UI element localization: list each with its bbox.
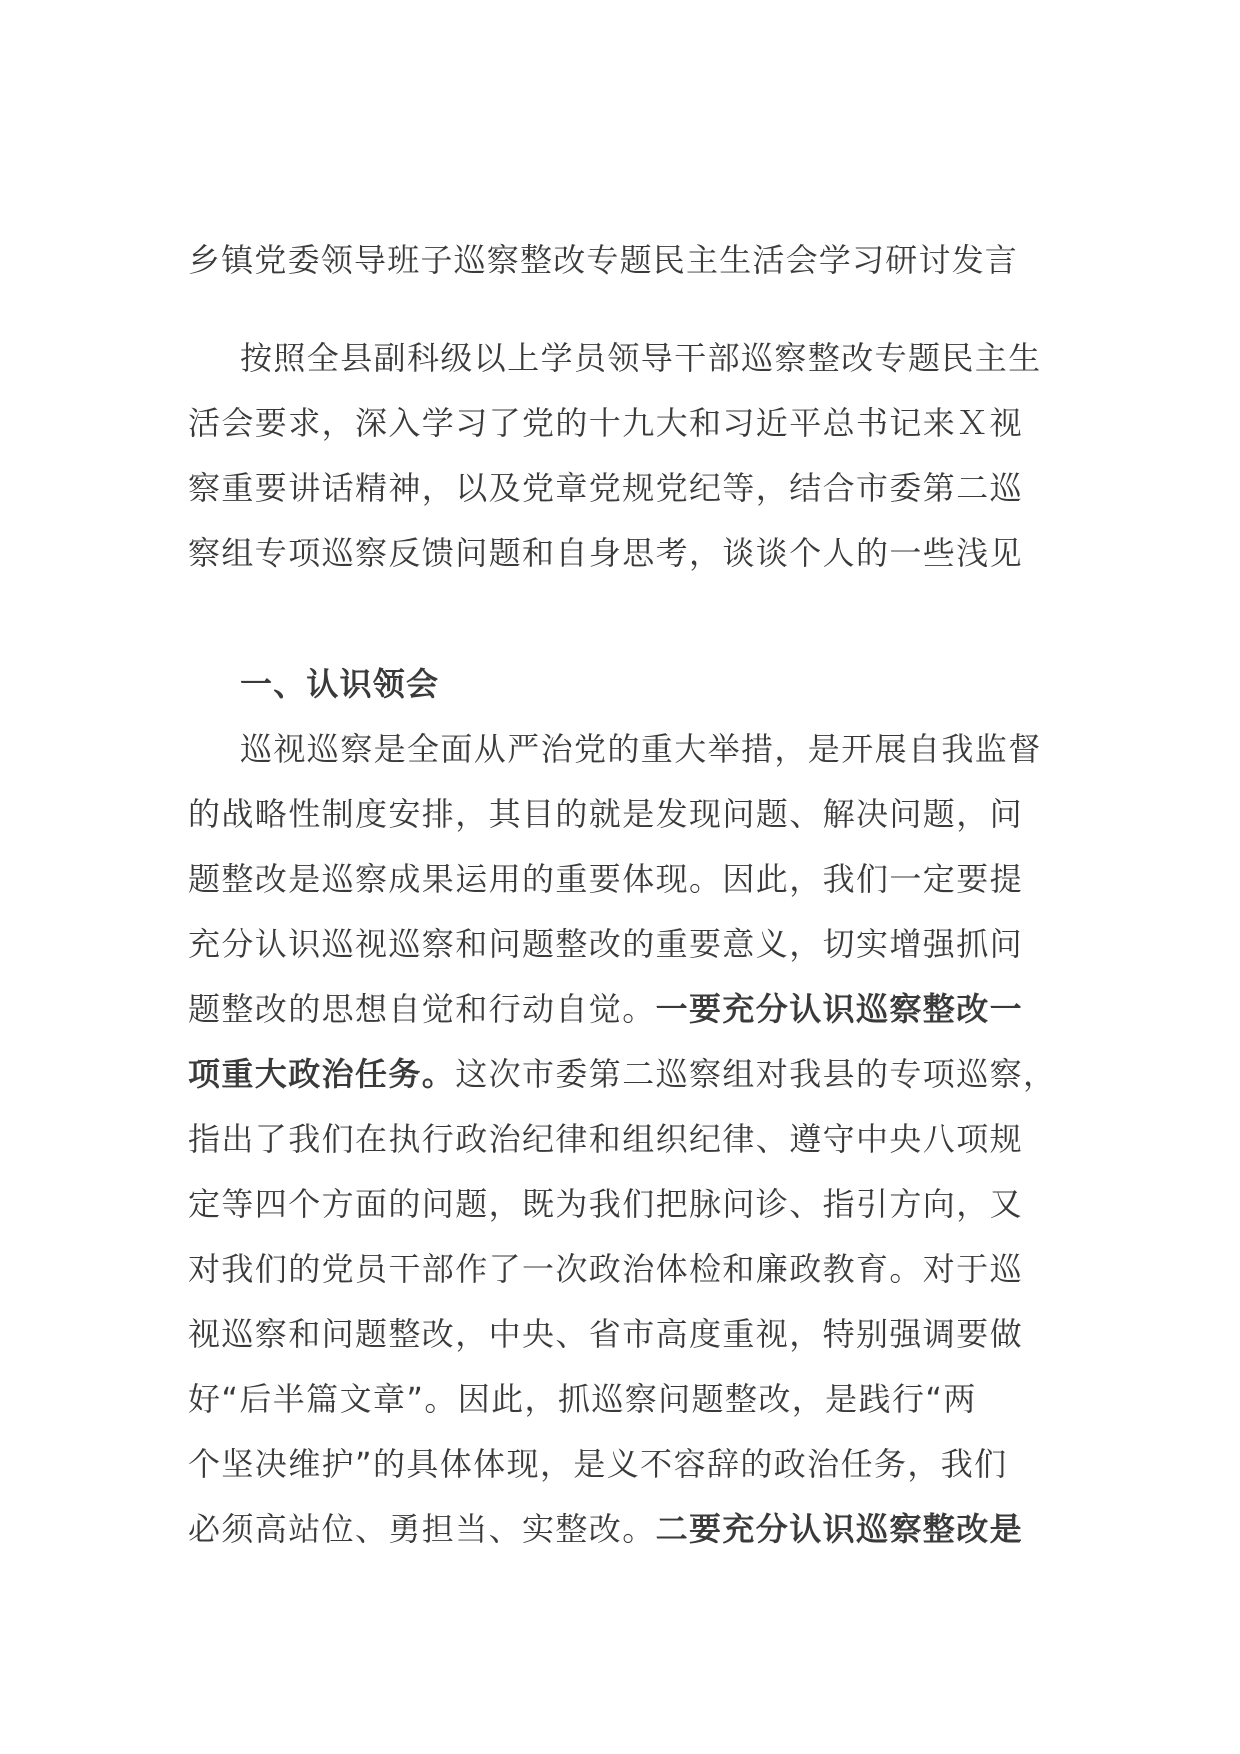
text-run: 必须高站位、勇担当、实整改。	[188, 1510, 656, 1548]
text-line: 题整改是巡察成果运用的重要体现。因此，我们一定要提	[188, 860, 1024, 898]
text-line: 指出了我们在执行政治纪律和组织纪律、遵守中央八项规	[188, 1120, 1024, 1158]
document-title: 乡镇党委领导班子巡察整改专题民主生活会学习研讨发言	[188, 241, 1019, 279]
text-line	[188, 1497, 1058, 1562]
bold-point: 二要充分认识巡察整改是	[655, 1510, 1024, 1548]
bold-point: 一要充分认识巡察整改一	[655, 990, 1024, 1028]
intro-paragraph	[188, 326, 1058, 586]
text-run: 这次市委第二巡察组对我县的专项巡察，	[455, 1055, 1057, 1093]
text-line	[188, 1042, 1058, 1107]
text-line: 巡视巡察是全面从严治党的重大举措，是开展自我监督	[240, 730, 1042, 768]
text-line: 按照全县副科级以上学员领导干部巡察整改专题民主生	[240, 339, 1042, 377]
text-line: 察重要讲话精神，以及党章党规党纪等，结合市委第二巡	[188, 469, 1024, 507]
text-line: 定等四个方面的问题，既为我们把脉问诊、指引方向，又	[188, 1185, 1024, 1223]
body-paragraph	[188, 717, 1058, 1562]
text-line: 充分认识巡视巡察和问题整改的重要意义，切实增强抓问	[188, 925, 1024, 963]
section-heading: 一、认识领会	[240, 665, 440, 703]
text-run: 题整改的思想自觉和行动自觉。	[188, 990, 656, 1028]
text-line: 视巡察和问题整改，中央、省市高度重视，特别强调要做	[188, 1315, 1024, 1353]
text-line: 好“后半篇文章”。因此，抓巡察问题整改，是践行“两	[188, 1380, 977, 1418]
text-line: 对我们的党员干部作了一次政治体检和廉政教育。对于巡	[188, 1250, 1024, 1288]
text-line: 的战略性制度安排，其目的就是发现问题、解决问题，问	[188, 795, 1024, 833]
text-line: 察组专项巡察反馈问题和自身思考，谈谈个人的一些浅见	[188, 534, 1024, 572]
text-line	[188, 977, 1058, 1042]
text-line: 个坚决维护”的具体体现，是义不容辞的政治任务，我们	[188, 1445, 1008, 1483]
text-line: 活会要求，深入学习了党的十九大和习近平总书记来Ｘ视	[188, 404, 1024, 442]
bold-point: 项重大政治任务。	[188, 1055, 456, 1093]
